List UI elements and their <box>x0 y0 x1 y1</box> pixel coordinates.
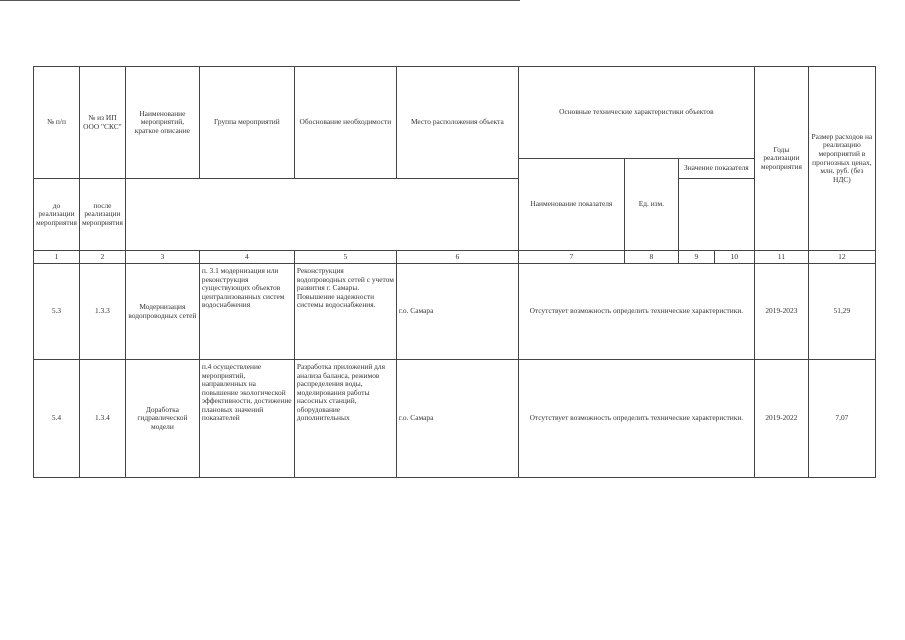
column-number: 11 <box>754 251 808 264</box>
column-number: 1 <box>34 251 80 264</box>
row-years: 2019-2022 <box>754 360 808 478</box>
header-indicator-value: Значение показателя <box>678 159 754 179</box>
column-number: 8 <box>624 251 678 264</box>
row-justification: Разработка приложений для анализа баланса, режимов распределения воды, моделирования работы насосных станций, оборудование дополнительных <box>294 360 396 478</box>
row-num: 5.4 <box>34 360 80 478</box>
column-number-row <box>34 251 876 264</box>
column-number: 5 <box>294 251 396 264</box>
row-ip-number: 1.3.4 <box>79 360 125 478</box>
column-number: 6 <box>396 251 518 264</box>
header-num: № п/п <box>34 67 80 179</box>
header-row-3 <box>34 179 876 251</box>
row-cost: 7,07 <box>808 360 875 478</box>
header-cost: Размер расходов на реализацию мероприятий в прогнозных ценах, млн. руб. (без НДС) <box>808 67 875 251</box>
column-number: 12 <box>808 251 875 264</box>
row-location: г.о. Самара <box>396 360 518 478</box>
header-measure-name: Наименование мероприятий, краткое описание <box>125 67 199 179</box>
row-ip-number: 1.3.3 <box>79 264 125 360</box>
row-measure-group: п. 3.1 модернизация или реконструкция существующих объектов централизованных систем водоснабжения <box>199 264 294 360</box>
table-row <box>34 264 876 360</box>
row-measure-name: Доработка гидравлической модели <box>125 360 199 478</box>
measures-table <box>33 66 876 478</box>
row-tech-characteristics: Отсутствует возможность определить технические характеристики. <box>518 264 754 360</box>
header-years: Годы реализации мероприятия <box>754 67 808 251</box>
header-ip-number: № из ИП ООО "СКС" <box>79 67 125 179</box>
row-location: г.о. Самара <box>396 264 518 360</box>
header-before: до реализации мероприятия <box>34 179 80 251</box>
column-number: 10 <box>714 251 754 264</box>
row-measure-name: Модернизация водопроводных сетей <box>125 264 199 360</box>
header-indicator-name: Наименование показателя <box>518 159 624 251</box>
header-tech-characteristics: Основные технические характеристики объектов <box>518 67 754 159</box>
table-row <box>34 360 876 478</box>
header-measure-group: Группа мероприятий <box>199 67 294 179</box>
header-after: после реализации мероприятия <box>79 179 125 251</box>
row-measure-group: п.4 осуществление мероприятий, направленных на повышение экологической эффективности, достижение плановых значений показателей <box>199 360 294 478</box>
column-number: 3 <box>125 251 199 264</box>
column-number: 4 <box>199 251 294 264</box>
header-unit: Ед. изм. <box>624 159 678 251</box>
row-justification: Реконструкция водопроводных сетей с учетом развития г. Самары. Повышение надежности системы водоснабжения. <box>294 264 396 360</box>
row-tech-characteristics: Отсутствует возможность определить технические характеристики. <box>518 360 754 478</box>
header-row-1 <box>34 67 876 159</box>
row-num: 5.3 <box>34 264 80 360</box>
row-years: 2019-2023 <box>754 264 808 360</box>
column-number: 2 <box>79 251 125 264</box>
column-number: 7 <box>518 251 624 264</box>
column-number: 9 <box>678 251 714 264</box>
header-justification: Обоснование необходимости <box>294 67 396 179</box>
header-location: Место расположения объекта <box>396 67 518 179</box>
top-border-line <box>0 0 520 1</box>
row-cost: 51,29 <box>808 264 875 360</box>
